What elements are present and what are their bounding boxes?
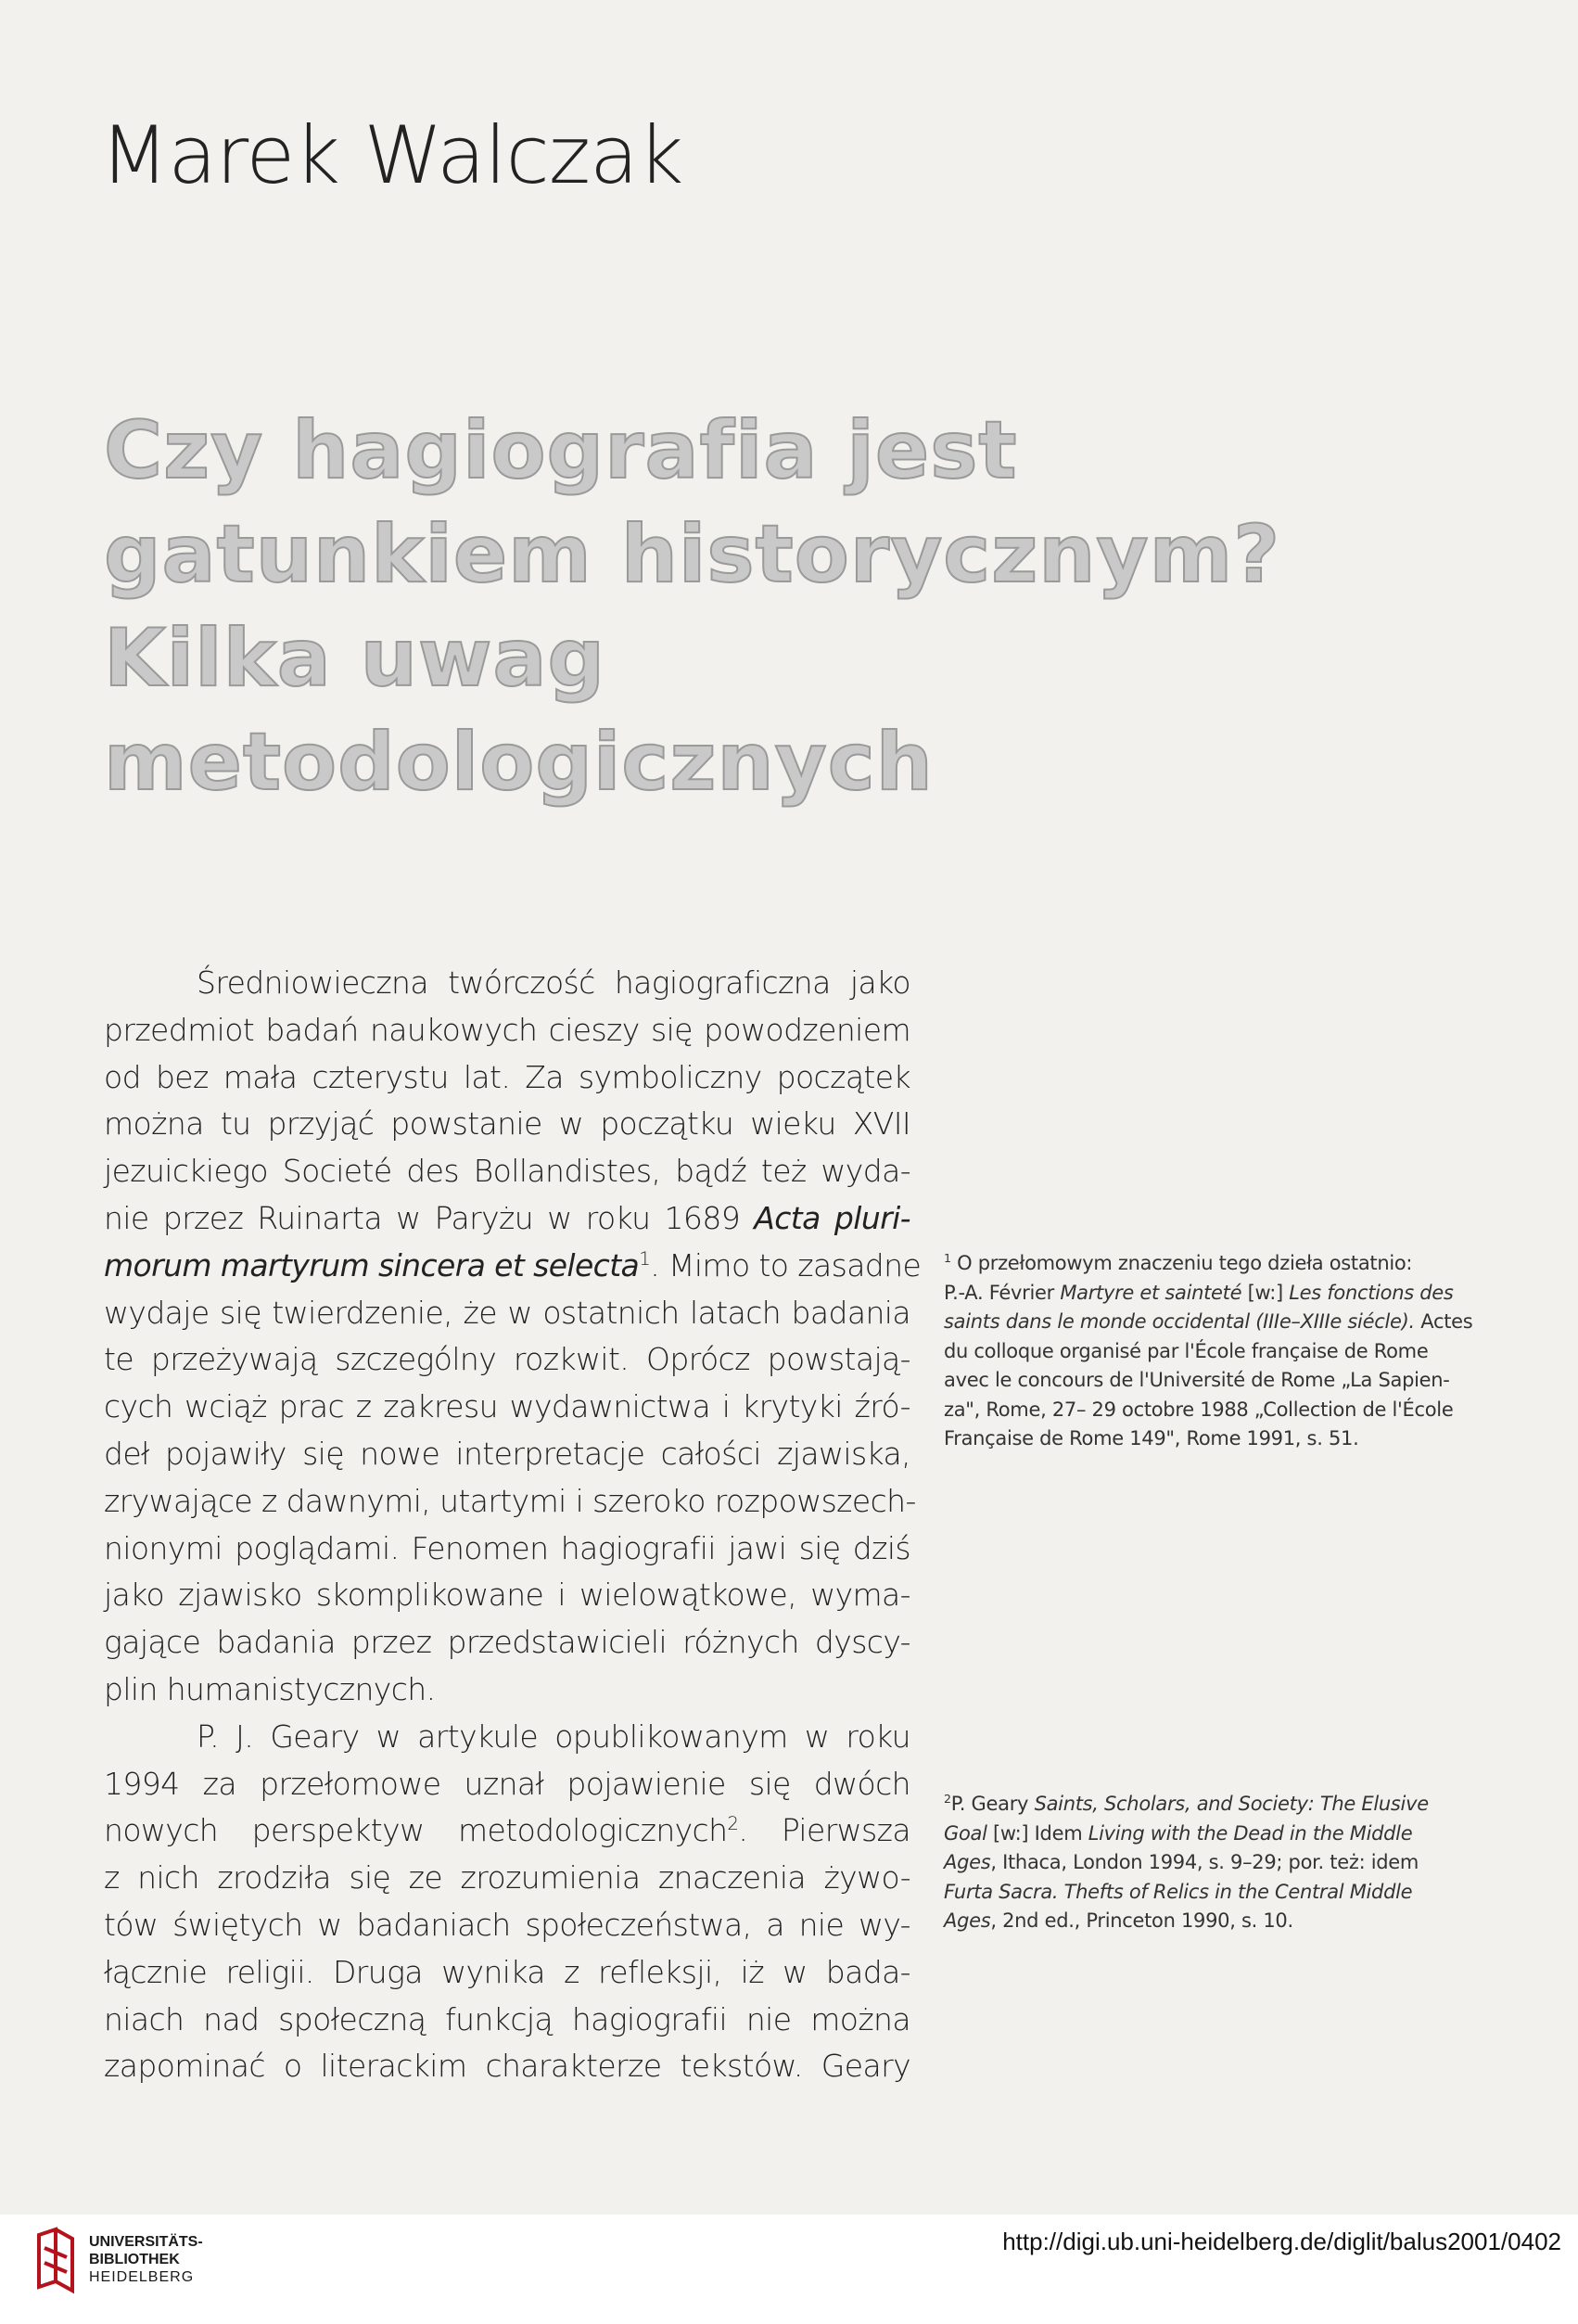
body-line: jako zjawisko skomplikowane i wielowątkowe, wyma- xyxy=(104,1577,910,1614)
footnote-number: 2 xyxy=(944,1792,951,1806)
footnote-text: , 2nd ed., Princeton 1990, s. 10. xyxy=(990,1909,1293,1932)
footnote-title: Martyre et sainteté xyxy=(1060,1281,1242,1304)
footnote-line: du colloque organisé par l'École française de Rome xyxy=(944,1339,1429,1362)
title-line: gatunkiem historycznym? xyxy=(104,508,1281,601)
body-line: tów świętych w badaniach społeczeństwa, a nie wy- xyxy=(104,1906,910,1943)
body-line xyxy=(104,1807,910,1855)
source-url-link[interactable]: http://digi.ub.uni-heidelberg.de/diglit/balus2001/0402 xyxy=(1002,2228,1561,2255)
footnote-line xyxy=(944,1790,1472,1820)
footnote-line xyxy=(944,1249,1472,1279)
body-text-run: . Mimo to zasadne xyxy=(650,1246,922,1283)
footnote-number: 1 xyxy=(944,1251,951,1265)
footnote-line: avec le concours de l'Université de Rome „La Sapien- xyxy=(944,1369,1450,1391)
footnote-line xyxy=(944,1820,1472,1849)
logo-line: UNIVERSITÄTS- xyxy=(89,2234,203,2250)
footnote-line: Française de Rome 149", Rome 1991, s. 51. xyxy=(944,1427,1359,1449)
body-text xyxy=(104,960,922,2090)
body-line: z nich zrodziła się ze zrozumienia znaczenia żywo- xyxy=(104,1859,910,1896)
title-line: metodologicznych xyxy=(104,716,934,809)
body-line: jezuickiego Societé des Bollandistes, bądź też wyda- xyxy=(104,1153,910,1190)
body-text-run: nie przez Ruinarta w Paryżu w roku 1689 xyxy=(104,1199,755,1236)
book-title: morum martyrum sincera et selecta xyxy=(104,1246,640,1283)
title-line: Kilka uwag xyxy=(104,612,606,705)
body-line: zrywające z dawnymi, utartymi i szeroko rozpowszech- xyxy=(104,1482,916,1519)
footnote-text: [w:] Idem xyxy=(986,1821,1088,1845)
footnote-title: Les fonctions des xyxy=(1289,1281,1454,1304)
footnote-text: [w:] xyxy=(1241,1281,1290,1304)
footnote-line xyxy=(944,1848,1472,1878)
body-line: można tu przyjąć powstanie w początku wieku XVII xyxy=(104,1105,910,1143)
book-title: Acta pluri- xyxy=(754,1199,910,1236)
body-line xyxy=(104,1195,910,1243)
footnote-title: saints dans le monde occidental (IIIe–XIIIe siécle). xyxy=(944,1310,1415,1333)
body-line: deł pojawiły się nowe interpretacje całości zjawiska, xyxy=(104,1435,910,1472)
footnote-title: Saints, Scholars, and Society: The Elusive xyxy=(1034,1793,1429,1815)
body-line: Średniowieczna twórczość hagiograficzna jako xyxy=(197,964,910,1001)
footnote-text: O przełomowym znaczeniu tego dzieła ostatnio: xyxy=(950,1252,1413,1274)
body-line: wydaje się twierdzenie, że w ostatnich latach badania xyxy=(104,1294,910,1331)
library-logo-icon xyxy=(33,2226,78,2300)
body-line: te przeżywają szczególny rozkwit. Oprócz powstają- xyxy=(104,1341,910,1378)
footnote-title: Ages xyxy=(944,1851,991,1873)
footnote-line xyxy=(944,1279,1472,1309)
body-line: P. J. Geary w artykule opublikowanym w roku xyxy=(197,1717,910,1755)
body-line: przedmiot badań naukowych cieszy się powodzeniem xyxy=(104,1011,910,1048)
logo-line: HEIDELBERG xyxy=(89,2269,195,2285)
footnote-text: Actes xyxy=(1414,1310,1473,1333)
footnote-text: P.-A. Février xyxy=(944,1281,1061,1304)
logo-shape xyxy=(39,2229,72,2291)
body-line: niach nad społeczną funkcją hagiografii nie można xyxy=(104,2000,910,2037)
body-line: zapominać o literackim charakterze tekstów. Geary xyxy=(104,2048,910,2085)
body-line: plin humanistycznych. xyxy=(104,1670,436,1707)
body-line: gające badania przez przedstawicieli różnych dyscy- xyxy=(104,1624,910,1661)
body-line: od bez mała czterystu lat. Za symboliczny początek xyxy=(104,1058,910,1095)
footnote-1 xyxy=(944,1249,1472,1454)
library-logo-text xyxy=(89,2233,203,2286)
footnote-line: za", Rome, 27– 29 octobre 1988 „Collection de l'École xyxy=(944,1398,1454,1421)
footnote-title: Goal xyxy=(944,1821,987,1845)
footnote-title: Ages xyxy=(944,1909,991,1932)
body-line xyxy=(104,1243,922,1290)
footnote-ref-2[interactable]: 2 xyxy=(727,1813,739,1835)
body-line: cych wciąż prac z zakresu wydawnictwa i krytyki źró- xyxy=(104,1388,910,1425)
footnote-line xyxy=(944,1308,1472,1337)
logo-line: BIBLIOTHEK xyxy=(89,2252,180,2267)
body-line: 1994 za przełomowe uznał pojawienie się dwóch xyxy=(104,1765,910,1802)
footnote-text: P. Geary xyxy=(950,1793,1035,1815)
author-name: Marek Walczak xyxy=(100,109,683,202)
footnote-line xyxy=(944,1907,1472,1936)
footnote-title: Living with the Dead in the Middle xyxy=(1088,1821,1413,1845)
footnote-ref-1[interactable]: 1 xyxy=(639,1247,651,1270)
body-text-run: nowych perspektyw metodologicznych xyxy=(104,1812,728,1849)
footnote-line: Furta Sacra. Thefts of Relics in the Central Middle xyxy=(944,1880,1413,1903)
body-line: nionymi poglądami. Fenomen hagiografii jawi się dziś xyxy=(104,1529,910,1566)
article-title xyxy=(104,399,1281,814)
body-text-run: . Pierwsza xyxy=(738,1812,910,1849)
footnote-text: , Ithaca, London 1994, s. 9–29; por. też: idem xyxy=(990,1851,1419,1873)
footnote-2 xyxy=(944,1790,1472,1936)
title-line: Czy hagiografia jest xyxy=(104,404,1018,497)
body-line: łącznie religii. Druga wynika z refleksji, iż w bada- xyxy=(104,1953,910,1990)
